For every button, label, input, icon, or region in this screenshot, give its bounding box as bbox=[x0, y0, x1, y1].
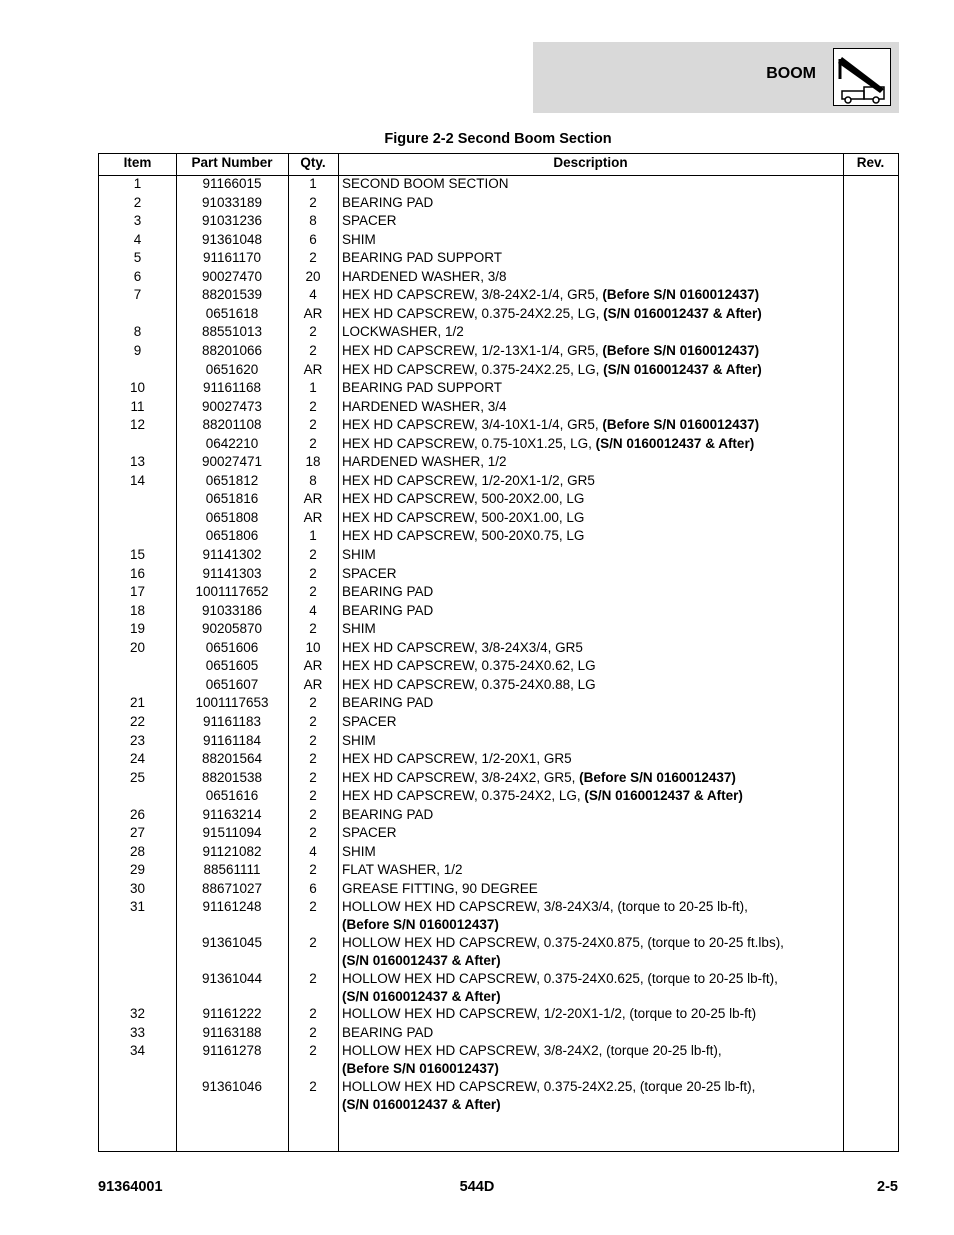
item-number: 34 bbox=[129, 1043, 146, 1059]
quantity: 2 bbox=[309, 324, 317, 340]
header-item: Item bbox=[123, 155, 152, 170]
description-text: SPACER bbox=[342, 565, 397, 581]
part-number: 91121082 bbox=[202, 843, 262, 859]
table-row bbox=[99, 602, 898, 621]
quantity: 2 bbox=[309, 342, 317, 358]
description-text: HEX HD CAPSCREW, 0.375-24X2.25, LG, bbox=[342, 361, 604, 377]
serial-note: (Before S/N 0160012437) bbox=[342, 917, 499, 933]
description-text: HOLLOW HEX HD CAPSCREW, 3/8-24X3/4, (torque to 20-25 lb-ft), bbox=[342, 899, 748, 915]
table-row bbox=[99, 323, 898, 342]
quantity: 1 bbox=[309, 528, 317, 544]
model-number: 544D bbox=[459, 1179, 495, 1195]
quantity: 2 bbox=[309, 732, 317, 748]
part-number: 91161184 bbox=[202, 732, 262, 748]
table-row bbox=[99, 676, 898, 695]
table-row bbox=[99, 1024, 898, 1043]
description-text: HOLLOW HEX HD CAPSCREW, 1/2-20X1-1/2, (torque to 20-25 lb-ft) bbox=[342, 1006, 757, 1022]
description bbox=[342, 231, 842, 249]
quantity: 2 bbox=[309, 1078, 317, 1094]
part-number: 88201538 bbox=[201, 769, 263, 785]
table-row bbox=[99, 286, 898, 305]
quantity: 1 bbox=[309, 176, 317, 191]
serial-note: (S/N 0160012437 & After) bbox=[342, 1096, 501, 1112]
table-row bbox=[99, 620, 898, 639]
item-number: 18 bbox=[129, 602, 146, 618]
description bbox=[342, 1078, 842, 1114]
table-row bbox=[99, 694, 898, 713]
part-number: 88201564 bbox=[201, 751, 263, 767]
item-number: 2 bbox=[133, 194, 142, 210]
item-number: 3 bbox=[133, 213, 142, 229]
document-number: 91364001 bbox=[98, 1179, 163, 1195]
description bbox=[342, 323, 842, 341]
item-number: 12 bbox=[129, 417, 146, 433]
part-number: 0651618 bbox=[205, 305, 259, 321]
item-number: 20 bbox=[129, 639, 146, 655]
table-row bbox=[99, 732, 898, 751]
quantity: 2 bbox=[309, 1024, 317, 1040]
description-text: BEARING PAD bbox=[342, 1024, 434, 1040]
item-number: 5 bbox=[133, 250, 142, 266]
description bbox=[342, 898, 842, 934]
item-number: 10 bbox=[129, 380, 146, 396]
table-row bbox=[99, 843, 898, 862]
description-text: SHIM bbox=[342, 231, 376, 247]
quantity: AR bbox=[303, 305, 323, 321]
description-text: HOLLOW HEX HD CAPSCREW, 0.375-24X2.25, (torque 20-25 lb-ft), bbox=[342, 1078, 756, 1094]
description bbox=[342, 861, 842, 879]
serial-note: (S/N 0160012437 & After) bbox=[342, 988, 501, 1004]
description bbox=[342, 1005, 842, 1023]
table-row bbox=[99, 527, 898, 546]
description-text: SHIM bbox=[342, 843, 376, 859]
table-row bbox=[99, 1078, 898, 1115]
quantity: AR bbox=[303, 658, 323, 674]
part-number: 0651606 bbox=[205, 639, 259, 655]
description bbox=[342, 657, 842, 675]
description bbox=[342, 268, 842, 286]
quantity: 2 bbox=[309, 899, 317, 915]
description-text: HOLLOW HEX HD CAPSCREW, 0.375-24X0.625, (torque to 20-25 lb-ft), bbox=[342, 970, 778, 986]
description-text: HEX HD CAPSCREW, 1/2-20X1-1/2, GR5 bbox=[342, 472, 595, 488]
serial-note: (S/N 0160012437 & After) bbox=[342, 953, 501, 969]
description bbox=[342, 583, 842, 601]
part-number: 88201108 bbox=[202, 417, 262, 433]
description bbox=[342, 342, 842, 360]
part-number: 91161222 bbox=[202, 1006, 262, 1022]
quantity: 2 bbox=[309, 751, 317, 767]
part-number: 90027470 bbox=[201, 268, 263, 284]
header-part-number: Part Number bbox=[191, 155, 273, 170]
boom-lift-icon bbox=[833, 48, 891, 106]
description-text: HEX HD CAPSCREW, 0.375-24X0.62, LG bbox=[342, 658, 596, 674]
serial-note: (Before S/N 0160012437) bbox=[342, 1061, 499, 1077]
item-number: 24 bbox=[129, 751, 146, 767]
table-row bbox=[99, 1005, 898, 1024]
part-number: 0651812 bbox=[205, 472, 259, 488]
section-title: BOOM bbox=[766, 65, 816, 82]
serial-note: (Before S/N 0160012437) bbox=[579, 769, 736, 785]
part-number: 88551013 bbox=[201, 324, 263, 340]
part-number: 90027471 bbox=[201, 454, 263, 470]
description-text: HEX HD CAPSCREW, 0.75-10X1.25, LG, bbox=[342, 435, 596, 451]
part-number: 91361045 bbox=[201, 935, 263, 951]
description-text: BEARING PAD SUPPORT bbox=[342, 380, 503, 396]
table-row bbox=[99, 898, 898, 935]
description-text: HEX HD CAPSCREW, 3/8-24X2-1/4, GR5, bbox=[342, 287, 603, 303]
table-row bbox=[99, 175, 898, 194]
item-number: 17 bbox=[129, 584, 146, 600]
table-row bbox=[99, 490, 898, 509]
description bbox=[342, 676, 842, 694]
part-number: 91161183 bbox=[202, 713, 262, 729]
table-row bbox=[99, 787, 898, 806]
header-rev: Rev. bbox=[856, 155, 885, 170]
item-number: 27 bbox=[129, 825, 146, 841]
item-number: 13 bbox=[129, 454, 146, 470]
description-text: BEARING PAD bbox=[342, 584, 434, 600]
quantity: AR bbox=[303, 676, 323, 692]
item-number: 8 bbox=[133, 324, 142, 340]
table-row bbox=[99, 861, 898, 880]
description bbox=[342, 527, 842, 545]
description bbox=[342, 286, 842, 304]
part-number: 91141302 bbox=[202, 547, 262, 562]
description bbox=[342, 806, 842, 824]
description bbox=[342, 212, 842, 230]
quantity: 8 bbox=[309, 472, 317, 488]
item-number: 15 bbox=[129, 547, 146, 562]
table-row bbox=[99, 769, 898, 788]
description-text: HOLLOW HEX HD CAPSCREW, 3/8-24X2, (torque 20-25 lb-ft), bbox=[342, 1043, 722, 1059]
table-row bbox=[99, 546, 898, 565]
description-text: FLAT WASHER, 1/2 bbox=[342, 862, 463, 878]
serial-note: (S/N 0160012437 & After) bbox=[603, 361, 762, 377]
part-number: 0651620 bbox=[205, 361, 259, 377]
quantity: 8 bbox=[309, 213, 317, 229]
table-row bbox=[99, 806, 898, 825]
description bbox=[342, 249, 842, 267]
part-number: 91361048 bbox=[201, 231, 263, 247]
part-number: 88201066 bbox=[201, 342, 263, 358]
part-number: 91511094 bbox=[202, 825, 262, 841]
quantity: 2 bbox=[309, 1043, 317, 1059]
table-row bbox=[99, 639, 898, 658]
quantity: 2 bbox=[309, 769, 317, 785]
part-number: 91161170 bbox=[202, 250, 262, 266]
description bbox=[342, 787, 842, 805]
description bbox=[342, 472, 842, 490]
table-row bbox=[99, 249, 898, 268]
table-row bbox=[99, 398, 898, 417]
quantity: 4 bbox=[309, 287, 317, 303]
part-number: 90027473 bbox=[201, 398, 263, 414]
description bbox=[342, 620, 842, 638]
quantity: AR bbox=[303, 509, 323, 525]
item-number: 28 bbox=[129, 843, 146, 859]
quantity: 18 bbox=[305, 454, 321, 470]
item-number: 11 bbox=[130, 398, 145, 414]
description bbox=[342, 490, 842, 508]
part-number: 1001117653 bbox=[195, 695, 269, 711]
item-number: 26 bbox=[129, 806, 146, 822]
description bbox=[342, 824, 842, 842]
item-number: 14 bbox=[129, 472, 146, 488]
part-number: 91161278 bbox=[202, 1043, 262, 1059]
serial-note: (Before S/N 0160012437) bbox=[602, 417, 760, 433]
item-number: 31 bbox=[129, 899, 146, 915]
part-number: 0651806 bbox=[205, 528, 259, 544]
table-row bbox=[99, 453, 898, 472]
quantity: AR bbox=[303, 491, 323, 507]
quantity: 2 bbox=[309, 547, 317, 562]
part-number: 91161248 bbox=[202, 899, 262, 915]
description bbox=[342, 305, 842, 323]
quantity: 20 bbox=[305, 268, 321, 284]
item-number: 7 bbox=[133, 287, 142, 303]
description-text: HEX HD CAPSCREW, 1/2-13X1-1/4, GR5, bbox=[342, 342, 603, 358]
description bbox=[342, 398, 842, 416]
table-row bbox=[99, 750, 898, 769]
quantity: 2 bbox=[309, 417, 317, 433]
part-number: 0651616 bbox=[205, 788, 259, 804]
table-row bbox=[99, 416, 898, 435]
part-number: 91163214 bbox=[202, 806, 262, 822]
description bbox=[342, 750, 842, 768]
part-number: 0651605 bbox=[205, 658, 259, 674]
description bbox=[342, 1042, 842, 1078]
table-row bbox=[99, 212, 898, 231]
quantity: 4 bbox=[309, 843, 317, 859]
item-number: 29 bbox=[129, 862, 146, 878]
description bbox=[342, 546, 842, 564]
part-number: 91141303 bbox=[202, 565, 262, 581]
description-text: SPACER bbox=[342, 825, 397, 841]
quantity: 2 bbox=[309, 935, 317, 951]
part-number: 90205870 bbox=[201, 621, 263, 637]
figure-title: Figure 2-2 Second Boom Section bbox=[384, 131, 612, 147]
description bbox=[342, 416, 842, 434]
description-text: HEX HD CAPSCREW, 3/8-24X2, GR5, bbox=[342, 769, 580, 785]
description bbox=[342, 379, 842, 397]
quantity: 2 bbox=[309, 398, 317, 414]
item-number: 6 bbox=[133, 268, 142, 284]
table-row bbox=[99, 1042, 898, 1079]
quantity: 4 bbox=[309, 602, 317, 618]
part-number: 0651816 bbox=[205, 491, 259, 507]
description bbox=[342, 453, 842, 471]
serial-note: (S/N 0160012437 & After) bbox=[603, 305, 762, 321]
table-row bbox=[99, 824, 898, 843]
quantity: 2 bbox=[309, 806, 317, 822]
item-number: 19 bbox=[129, 621, 146, 637]
serial-note: (S/N 0160012437 & After) bbox=[584, 788, 743, 804]
description-text: HEX HD CAPSCREW, 500-20X1.00, LG bbox=[342, 509, 585, 525]
quantity: 2 bbox=[309, 435, 317, 451]
description-text: HOLLOW HEX HD CAPSCREW, 0.375-24X0.875, (torque to 20-25 ft.lbs), bbox=[342, 935, 784, 951]
header-description: Description bbox=[553, 155, 628, 170]
description-text: BEARING PAD bbox=[342, 194, 434, 210]
item-number: 25 bbox=[129, 769, 146, 785]
table-row bbox=[99, 305, 898, 324]
description-text: SECOND BOOM SECTION bbox=[342, 176, 509, 191]
description-text: HEX HD CAPSCREW, 3/8-24X3/4, GR5 bbox=[342, 639, 583, 655]
part-number: 91161168 bbox=[202, 380, 262, 396]
table-row bbox=[99, 713, 898, 732]
description-text: HARDENED WASHER, 3/8 bbox=[342, 268, 507, 284]
description bbox=[342, 769, 842, 787]
description-text: BEARING PAD bbox=[342, 602, 434, 618]
description bbox=[342, 194, 842, 212]
description-text: BEARING PAD bbox=[342, 695, 434, 711]
description bbox=[342, 934, 842, 970]
quantity: 1 bbox=[309, 380, 317, 396]
part-number: 0651808 bbox=[205, 509, 259, 525]
description-text: HEX HD CAPSCREW, 0.375-24X2.25, LG, bbox=[342, 305, 604, 321]
item-number: 22 bbox=[129, 713, 146, 729]
description-text: BEARING PAD SUPPORT bbox=[342, 250, 503, 266]
table-row bbox=[99, 657, 898, 676]
part-number: 88561111 bbox=[203, 862, 261, 878]
part-number: 91031236 bbox=[201, 213, 263, 229]
quantity: 2 bbox=[309, 970, 317, 986]
table-row bbox=[99, 342, 898, 361]
description bbox=[342, 565, 842, 583]
description-text: SHIM bbox=[342, 732, 376, 748]
description-text: HEX HD CAPSCREW, 500-20X2.00, LG bbox=[342, 491, 585, 507]
table-row bbox=[99, 268, 898, 287]
table-row bbox=[99, 379, 898, 398]
parts-table bbox=[98, 153, 899, 1152]
part-number: 91033189 bbox=[201, 194, 263, 210]
item-number: 4 bbox=[133, 231, 142, 247]
description bbox=[342, 713, 842, 731]
table-row bbox=[99, 880, 898, 899]
table-row bbox=[99, 361, 898, 380]
table-row bbox=[99, 583, 898, 602]
description bbox=[342, 639, 842, 657]
table-row bbox=[99, 934, 898, 971]
part-number: 91361044 bbox=[201, 970, 263, 986]
item-number: 16 bbox=[129, 565, 146, 581]
description-text: HEX HD CAPSCREW, 0.375-24X0.88, LG bbox=[342, 676, 596, 692]
quantity: 2 bbox=[309, 862, 317, 878]
description bbox=[342, 1024, 842, 1042]
description-text: HEX HD CAPSCREW, 0.375-24X2, LG, bbox=[342, 788, 585, 804]
part-number: 91163188 bbox=[202, 1024, 262, 1040]
item-number: 9 bbox=[133, 342, 142, 358]
table-row bbox=[99, 509, 898, 528]
description bbox=[342, 602, 842, 620]
description-text: LOCKWASHER, 1/2 bbox=[342, 324, 464, 340]
serial-note: (Before S/N 0160012437) bbox=[602, 287, 760, 303]
quantity: 2 bbox=[309, 194, 317, 210]
description-text: SPACER bbox=[342, 713, 397, 729]
description bbox=[342, 970, 842, 1006]
description bbox=[342, 880, 842, 898]
part-number: 88201539 bbox=[201, 287, 263, 303]
page-number: 2-5 bbox=[877, 1179, 898, 1195]
description-text: SHIM bbox=[342, 547, 376, 562]
table-row bbox=[99, 970, 898, 1007]
quantity: 10 bbox=[305, 639, 321, 655]
quantity: 2 bbox=[309, 788, 317, 804]
quantity: 2 bbox=[309, 621, 317, 637]
header-qty: Qty. bbox=[300, 155, 326, 170]
quantity: AR bbox=[303, 361, 323, 377]
description bbox=[342, 175, 842, 193]
description-text: GREASE FITTING, 90 DEGREE bbox=[342, 880, 538, 896]
table-row bbox=[99, 435, 898, 454]
part-number: 88671027 bbox=[201, 880, 263, 896]
part-number: 91033186 bbox=[201, 602, 263, 618]
description bbox=[342, 732, 842, 750]
table-header-row bbox=[99, 154, 898, 176]
item-number: 33 bbox=[129, 1024, 146, 1040]
quantity: 2 bbox=[309, 1006, 317, 1022]
description-text: SPACER bbox=[342, 213, 397, 229]
description-text: HEX HD CAPSCREW, 1/2-20X1, GR5 bbox=[342, 751, 572, 767]
table-row bbox=[99, 565, 898, 584]
item-number: 23 bbox=[129, 732, 146, 748]
quantity: 6 bbox=[309, 231, 317, 247]
quantity: 2 bbox=[309, 695, 317, 711]
description-text: HEX HD CAPSCREW, 3/4-10X1-1/4, GR5, bbox=[342, 417, 603, 433]
description bbox=[342, 843, 842, 861]
quantity: 2 bbox=[309, 250, 317, 266]
description-text: HARDENED WASHER, 3/4 bbox=[342, 398, 507, 414]
item-number: 32 bbox=[129, 1006, 146, 1022]
part-number: 0651607 bbox=[205, 676, 259, 692]
description bbox=[342, 509, 842, 527]
part-number: 91361046 bbox=[201, 1078, 263, 1094]
table-row bbox=[99, 231, 898, 250]
quantity: 2 bbox=[309, 713, 317, 729]
description-text: BEARING PAD bbox=[342, 806, 434, 822]
description-text: SHIM bbox=[342, 621, 376, 637]
table-row bbox=[99, 194, 898, 213]
description bbox=[342, 361, 842, 379]
table-row bbox=[99, 472, 898, 491]
description-text: HARDENED WASHER, 1/2 bbox=[342, 454, 507, 470]
description-text: HEX HD CAPSCREW, 500-20X0.75, LG bbox=[342, 528, 585, 544]
quantity: 2 bbox=[309, 565, 317, 581]
quantity: 2 bbox=[309, 584, 317, 600]
description bbox=[342, 694, 842, 712]
quantity: 6 bbox=[309, 880, 317, 896]
item-number: 30 bbox=[129, 880, 146, 896]
serial-note: (Before S/N 0160012437) bbox=[602, 342, 760, 358]
part-number: 0642210 bbox=[205, 435, 259, 451]
part-number: 1001117652 bbox=[195, 584, 269, 600]
item-number: 21 bbox=[129, 695, 146, 711]
serial-note: (S/N 0160012437 & After) bbox=[595, 435, 755, 451]
item-number: 1 bbox=[133, 176, 142, 191]
description bbox=[342, 435, 842, 453]
part-number: 91166015 bbox=[202, 176, 262, 191]
quantity: 2 bbox=[309, 825, 317, 841]
